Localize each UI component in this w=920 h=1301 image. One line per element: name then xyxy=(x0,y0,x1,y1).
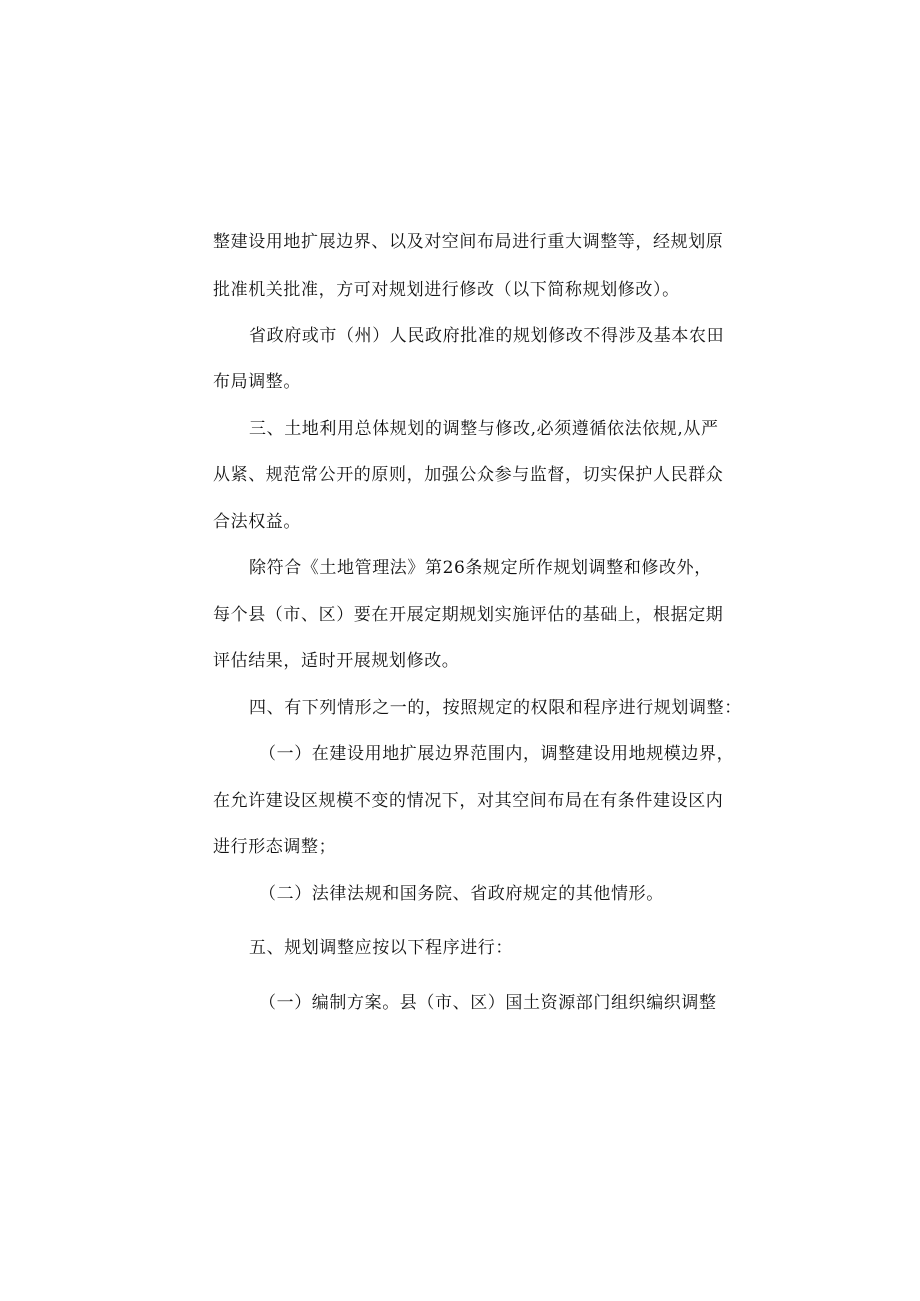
text-line-11: 四、有下列情形之一的，按照规定的权限和程序进行规划调整： xyxy=(249,698,742,718)
text-line-17: （一）编制方案。县（市、区）国土资源部门组织编织调整 xyxy=(259,993,717,1013)
text-line-15: （二）法律法规和国务院、省政府规定的其他情形。 xyxy=(259,884,664,904)
text-line-6: 从紧、规范常公开的原则，加强公众参与监督，切实保护人民群众 xyxy=(213,465,724,485)
text-line-3: 省政府或市（州）人民政府批准的规划修改不得涉及基本农田 xyxy=(249,326,725,346)
text-line-10: 评估结果，适时开展规划修改。 xyxy=(213,651,460,671)
text-line-7: 合法权益。 xyxy=(213,512,301,532)
text-line-13: 在允许建设区规模不变的情况下，对其空间布局在有条件建设区内 xyxy=(213,791,724,811)
text-line-5: 三、土地利用总体规划的调整与修改,必须遵循依法依规,从严 xyxy=(249,419,719,439)
text-line-4: 布局调整。 xyxy=(213,372,301,392)
text-line-12: （一）在建设用地扩展边界范围内，调整建设用地规模边界， xyxy=(259,744,735,764)
text-line-14: 进行形态调整； xyxy=(213,837,337,857)
text-line-16: 五、规划调整应按以下程序进行： xyxy=(249,938,513,958)
text-line-2: 批准机关批准，方可对规划进行修改（以下简称规划修改）。 xyxy=(213,280,680,300)
text-line-9: 每个县（市、区）要在开展定期规划实施评估的基础上，根据定期 xyxy=(213,605,724,625)
text-line-8: 除符合《土地管理法》第26条规定所作规划调整和修改外， xyxy=(249,558,712,578)
text-line-1: 整建设用地扩展边界、以及对空间布局进行重大调整等，经规划原 xyxy=(213,232,724,252)
